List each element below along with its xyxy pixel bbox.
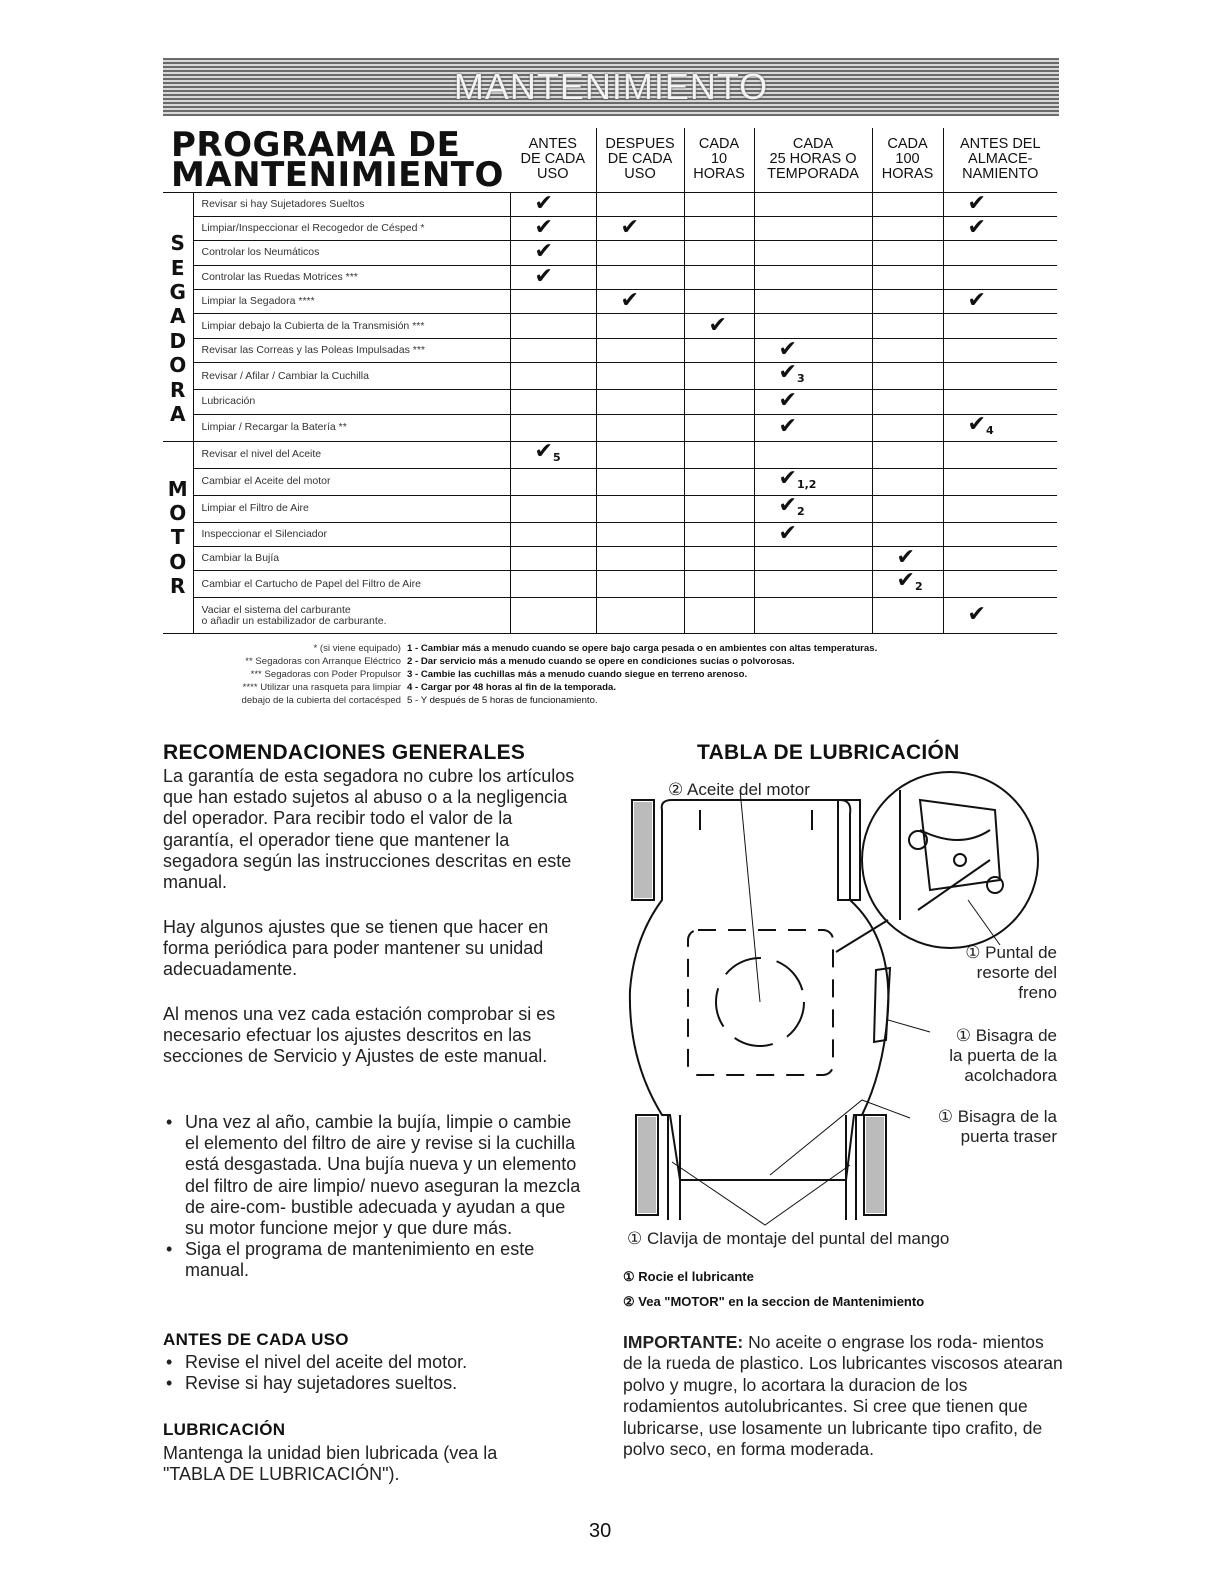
schedule-cell xyxy=(510,338,596,362)
schedule-cell xyxy=(596,495,684,522)
list-item: • Revise si hay sujetadores sueltos. xyxy=(163,1373,583,1394)
schedule-cell xyxy=(596,522,684,546)
schedule-cell xyxy=(510,216,596,240)
col-header: CADA 25 HORAS O TEMPORADA xyxy=(754,128,872,192)
schedule-title-line1: PROGRAMA DE xyxy=(171,124,461,165)
recommendations-list xyxy=(163,1112,583,1282)
recommendations-paragraph: Al menos una vez cada estación comprobar si es necesario efectuar los ajustes descritos en las secciones de Servicio y Ajustes de este manual. xyxy=(163,1004,556,1067)
schedule-cell xyxy=(872,468,943,495)
check-mark-icon: ✔ xyxy=(620,215,639,241)
table-row xyxy=(163,441,1057,468)
schedule-cell xyxy=(872,414,943,441)
table-row xyxy=(163,414,1057,441)
schedule-cell xyxy=(754,290,872,314)
schedule-cell xyxy=(943,441,1057,468)
schedule-cell xyxy=(872,241,943,265)
schedule-cell xyxy=(943,363,1057,390)
table-row xyxy=(163,571,1057,598)
schedule-cell xyxy=(684,216,754,240)
schedule-cell xyxy=(596,414,684,441)
schedule-cell xyxy=(872,495,943,522)
recommendations-paragraph: Hay algunos ajustes que se tienen que hacer en forma periódica para poder mantener su unidad adecuadamente. xyxy=(163,917,549,980)
schedule-cell xyxy=(596,241,684,265)
schedule-cell xyxy=(872,522,943,546)
schedule-cell xyxy=(684,290,754,314)
check-mark-icon: $✔_{1,2}$ xyxy=(778,465,817,491)
page-number: 30 xyxy=(589,1520,612,1542)
schedule-cell xyxy=(943,390,1057,414)
schedule-cell xyxy=(943,411,1057,441)
schedule-cell xyxy=(510,522,596,546)
schedule-cell xyxy=(872,390,943,414)
schedule-cell xyxy=(684,547,754,571)
schedule-cell xyxy=(684,192,754,216)
side-letter: E xyxy=(170,255,185,280)
schedule-cell xyxy=(754,414,872,441)
schedule-cell xyxy=(943,216,1057,240)
label-handle-pin: ① Clavija de montaje del puntal del mango xyxy=(627,1229,950,1248)
footnote: 2 - Dar servicio más a menudo cuando se opere en condiciones sucias o polvorosas. xyxy=(407,656,795,667)
schedule-cell xyxy=(596,468,684,495)
footnote: 4 - Cargar por 48 horas al fin de la temporada. xyxy=(407,682,616,693)
check-mark-icon: ✔ xyxy=(534,215,553,241)
engine-outline xyxy=(688,930,833,1075)
table-row xyxy=(163,338,1057,362)
table-row xyxy=(163,522,1057,546)
important-text: No aceite o engrase los roda- mientos de la rueda de plastico. Los lubricantes viscosos atearan polvo y mugre, lo acortara la duracion de los rodamientos autolubricantes. Si cree que tienen que lubricarse, use losamente un lubricante tipo crafito, de polvo seco, en forma moderada. xyxy=(623,1332,1063,1460)
legend-item-motor: ② Vea "MOTOR" en la seccion de Mantenimiento xyxy=(623,1294,925,1309)
schedule-cell xyxy=(754,571,872,598)
task-cell: Limpiar/Inspeccionar el Recogedor de Césped * xyxy=(193,216,510,240)
footnote: ** Segadoras con Arranque Eléctrico xyxy=(245,656,401,667)
schedule-cell xyxy=(872,547,943,571)
task-cell: Cambiar el Aceite del motor xyxy=(193,468,510,495)
schedule-cell xyxy=(872,265,943,289)
table-row xyxy=(163,216,1057,240)
task-cell: Revisar las Correas y las Poleas Impulsadas *** xyxy=(193,338,510,362)
schedule-cell xyxy=(510,363,596,390)
footnotes-right xyxy=(407,642,1067,707)
schedule-cell xyxy=(684,522,754,546)
check-mark-icon: $✔_2$ xyxy=(778,492,805,518)
schedule-cell xyxy=(872,363,943,390)
handle-leader-line xyxy=(672,1162,850,1225)
check-mark-icon: ✔ xyxy=(534,263,553,289)
col-header: ANTES DEL ALMACE- NAMIENTO xyxy=(943,128,1057,192)
schedule-cell xyxy=(943,265,1057,289)
lawnmower-lubrication-diagram xyxy=(600,770,1070,1270)
important-note xyxy=(623,1332,1063,1460)
schedule-cell xyxy=(754,547,872,571)
check-mark-icon: ✔ xyxy=(778,388,797,414)
side-letter: O xyxy=(169,549,187,574)
recommendations-heading: RECOMENDACIONES GENERALES xyxy=(163,741,526,764)
footnote: 5 - Y después de 5 horas de funcionamiento. xyxy=(407,695,598,706)
schedule-cell xyxy=(510,192,596,216)
label-brake-spring: ① Puntal de resorte del freno xyxy=(965,943,1057,1002)
schedule-cell xyxy=(596,265,684,289)
col-header: ANTES DE CADA USO xyxy=(510,128,596,192)
table-row xyxy=(163,390,1057,414)
footnote: 1 - Cambiar más a menudo cuando se opere bajo carga pesada o en ambientes con altas temperaturas. xyxy=(407,643,878,654)
schedule-cell xyxy=(754,338,872,362)
side-letter: A xyxy=(170,401,186,426)
schedule-cell xyxy=(754,441,872,468)
rear-hinge-leader-line xyxy=(770,1100,910,1175)
before-each-use-heading: ANTES DE CADA USO xyxy=(163,1330,349,1349)
schedule-cell xyxy=(684,390,754,414)
task-cell: Cambiar el Cartucho de Papel del Filtro de Aire xyxy=(193,571,510,598)
task-cell: Limpiar la Segadora **** xyxy=(193,290,510,314)
schedule-cell xyxy=(943,495,1057,522)
schedule-cell xyxy=(943,290,1057,314)
banner-title: MANTENIMIENTO xyxy=(453,66,769,107)
maintenance-schedule-table xyxy=(163,124,1057,634)
side-letter: S xyxy=(170,231,185,256)
schedule-cell xyxy=(596,290,684,314)
check-mark-icon: ✔ xyxy=(967,190,986,216)
footnote: **** Utilizar una rasqueta para limpiar xyxy=(242,682,401,693)
schedule-cell xyxy=(684,414,754,441)
check-mark-icon: $✔_2$ xyxy=(896,568,923,594)
schedule-cell xyxy=(510,495,596,522)
table-row xyxy=(163,598,1057,634)
before-each-use-list xyxy=(163,1352,583,1394)
task-cell: Vaciar el sistema del carburante o añadir un estabilizador de carburante. xyxy=(193,598,510,634)
check-mark-icon: ✔ xyxy=(620,288,639,314)
schedule-cell xyxy=(754,465,872,495)
schedule-cell xyxy=(943,314,1057,338)
recommendations-paragraph: La garantía de esta segadora no cubre los artículos que han estado sujetos al abuso o a la negligencia del operador. Para recibir todo el valor de la garantía, el operador tiene que mantener la segadora según las instrucciones descritas en este manual. xyxy=(163,766,575,893)
schedule-cell xyxy=(943,598,1057,634)
side-letter: T xyxy=(170,525,185,550)
check-mark-icon: ✔ xyxy=(778,414,797,440)
schedule-cell xyxy=(754,492,872,522)
schedule-cell xyxy=(596,598,684,634)
check-mark-icon: ✔ xyxy=(896,545,915,571)
footnote: debajo de la cubierta del cortacésped xyxy=(241,695,401,706)
table-row xyxy=(163,495,1057,522)
schedule-cell xyxy=(872,314,943,338)
schedule-cell xyxy=(510,314,596,338)
check-mark-icon: ✔ xyxy=(967,602,986,628)
side-letter: G xyxy=(169,279,186,304)
schedule-cell xyxy=(510,290,596,314)
task-cell: Limpiar debajo la Cubierta de la Transmisión *** xyxy=(193,314,510,338)
schedule-cell xyxy=(754,265,872,289)
lubrication-text: Mantenga la unidad bien lubricada (vea la "TABLA DE LUBRICACIÓN"). xyxy=(163,1443,498,1485)
table-row xyxy=(163,547,1057,571)
schedule-cell xyxy=(872,441,943,468)
task-cell: Controlar los Neumáticos xyxy=(193,241,510,265)
schedule-cell xyxy=(684,495,754,522)
task-cell: Cambiar la Bujía xyxy=(193,547,510,571)
schedule-cell xyxy=(684,598,754,634)
schedule-cell xyxy=(754,241,872,265)
schedule-cell xyxy=(510,438,596,468)
group-side-label xyxy=(163,441,193,634)
schedule-cell xyxy=(754,522,872,546)
task-cell: Limpiar el Filtro de Aire xyxy=(193,495,510,522)
schedule-cell xyxy=(510,265,596,289)
schedule-cell xyxy=(943,468,1057,495)
check-mark-icon: ✔ xyxy=(778,337,797,363)
important-label: IMPORTANTE: xyxy=(623,1332,744,1352)
table-row xyxy=(163,290,1057,314)
section-banner xyxy=(163,58,1059,116)
schedule-cell xyxy=(872,568,943,598)
table-row xyxy=(163,314,1057,338)
task-cell: Limpiar / Recargar la Batería ** xyxy=(193,414,510,441)
schedule-cell xyxy=(596,192,684,216)
check-mark-icon: ✔ xyxy=(967,288,986,314)
schedule-cell xyxy=(596,338,684,362)
schedule-cell xyxy=(872,216,943,240)
schedule-cell xyxy=(872,338,943,362)
schedule-cell xyxy=(872,598,943,634)
schedule-cell xyxy=(510,390,596,414)
schedule-cell xyxy=(684,468,754,495)
schedule-cell xyxy=(510,547,596,571)
schedule-cell xyxy=(684,363,754,390)
schedule-cell xyxy=(943,547,1057,571)
side-letter: R xyxy=(170,574,186,599)
check-mark-icon: $✔_4$ xyxy=(967,411,994,437)
check-mark-icon: $✔_3$ xyxy=(778,360,805,386)
label-engine-oil: ② Aceite del motor xyxy=(668,780,810,799)
schedule-cell xyxy=(510,598,596,634)
list-item: • Revise el nivel del aceite del motor. xyxy=(163,1352,583,1373)
side-letter: M xyxy=(167,476,188,501)
label-bag-door-hinge: ① Bisagra de la puerta de la acolchadora xyxy=(949,1026,1057,1085)
oil-leader-line xyxy=(740,790,760,1002)
side-letter: R xyxy=(170,377,186,402)
schedule-cell xyxy=(684,241,754,265)
check-mark-icon: ✔ xyxy=(967,215,986,241)
task-cell: Lubricación xyxy=(193,390,510,414)
lubrication-chart-heading: TABLA DE LUBRICACIÓN xyxy=(697,741,960,764)
side-letter: A xyxy=(170,304,186,329)
schedule-cell xyxy=(754,598,872,634)
schedule-cell xyxy=(872,192,943,216)
schedule-cell xyxy=(943,338,1057,362)
schedule-cell xyxy=(684,265,754,289)
group-side-label xyxy=(163,192,193,441)
task-cell: Revisar si hay Sujetadores Sueltos xyxy=(193,192,510,216)
side-letter: D xyxy=(169,328,187,353)
footnote: * (si viene equipado) xyxy=(313,643,401,654)
schedule-cell xyxy=(596,547,684,571)
task-cell: Revisar el nivel del Aceite xyxy=(193,441,510,468)
table-row xyxy=(163,241,1057,265)
task-cell: Revisar / Afilar / Cambiar la Cuchilla xyxy=(193,363,510,390)
table-row xyxy=(163,265,1057,289)
schedule-cell xyxy=(510,571,596,598)
schedule-cell xyxy=(684,571,754,598)
legend-item-spray: ① Rocie el lubricante xyxy=(623,1269,754,1284)
table-row xyxy=(163,192,1057,216)
check-mark-icon: ✔ xyxy=(534,190,553,216)
schedule-title xyxy=(163,124,510,195)
footnotes-left xyxy=(148,642,401,707)
schedule-cell xyxy=(596,216,684,240)
check-mark-icon: ✔ xyxy=(708,312,727,338)
schedule-cell xyxy=(754,390,872,414)
list-item: • Siga el programa de mantenimiento en este manual. xyxy=(163,1239,583,1281)
col-header: CADA 100 HORAS xyxy=(872,128,943,192)
schedule-cell xyxy=(684,338,754,362)
footnote: 3 - Cambie las cuchillas más a menudo cuando siegue en terreno arenoso. xyxy=(407,669,748,680)
list-item: • Una vez al año, cambie la bujía, limpie o cambie el elemento del filtro de aire y revise si la cuchilla está desgastada. Una bujía nueva y un elemento del filtro de aire limpio/ nuevo aseguran la mezcla de aire-com- bustible adecuada y ayudan a que su motor funcione mejor y que dure más. xyxy=(163,1112,583,1239)
schedule-cell xyxy=(943,241,1057,265)
schedule-cell xyxy=(943,192,1057,216)
schedule-cell xyxy=(596,390,684,414)
schedule-cell xyxy=(684,441,754,468)
lubrication-heading: LUBRICACIÓN xyxy=(163,1420,286,1439)
task-cell: Controlar las Ruedas Motrices *** xyxy=(193,265,510,289)
label-rear-door-hinge: ① Bisagra de la puerta traser xyxy=(937,1107,1057,1146)
schedule-cell xyxy=(510,468,596,495)
check-mark-icon: $✔_5$ xyxy=(534,438,561,464)
brake-spring-inset xyxy=(862,772,1038,948)
schedule-cell xyxy=(596,363,684,390)
check-mark-icon: ✔ xyxy=(534,239,553,265)
side-letter: O xyxy=(169,353,187,378)
schedule-cell xyxy=(596,314,684,338)
task-cell: Inspeccionar el Silenciador xyxy=(193,522,510,546)
schedule-cell xyxy=(754,314,872,338)
schedule-cell xyxy=(596,441,684,468)
table-row xyxy=(163,468,1057,495)
schedule-cell xyxy=(872,290,943,314)
schedule-cell xyxy=(943,522,1057,546)
schedule-cell xyxy=(754,192,872,216)
schedule-title-line2: MANTENIMIENTO xyxy=(171,154,504,195)
col-header: DESPUES DE CADA USO xyxy=(596,128,684,192)
schedule-cell xyxy=(754,216,872,240)
footnote: *** Segadoras con Poder Propulsor xyxy=(250,669,401,680)
col-header: CADA 10 HORAS xyxy=(684,128,754,192)
check-mark-icon: ✔ xyxy=(778,520,797,546)
schedule-cell xyxy=(754,360,872,390)
schedule-cell xyxy=(510,414,596,441)
schedule-cell xyxy=(596,571,684,598)
side-letter: O xyxy=(169,500,187,525)
schedule-cell xyxy=(510,241,596,265)
table-row xyxy=(163,363,1057,390)
schedule-cell xyxy=(684,314,754,338)
schedule-cell xyxy=(943,571,1057,598)
